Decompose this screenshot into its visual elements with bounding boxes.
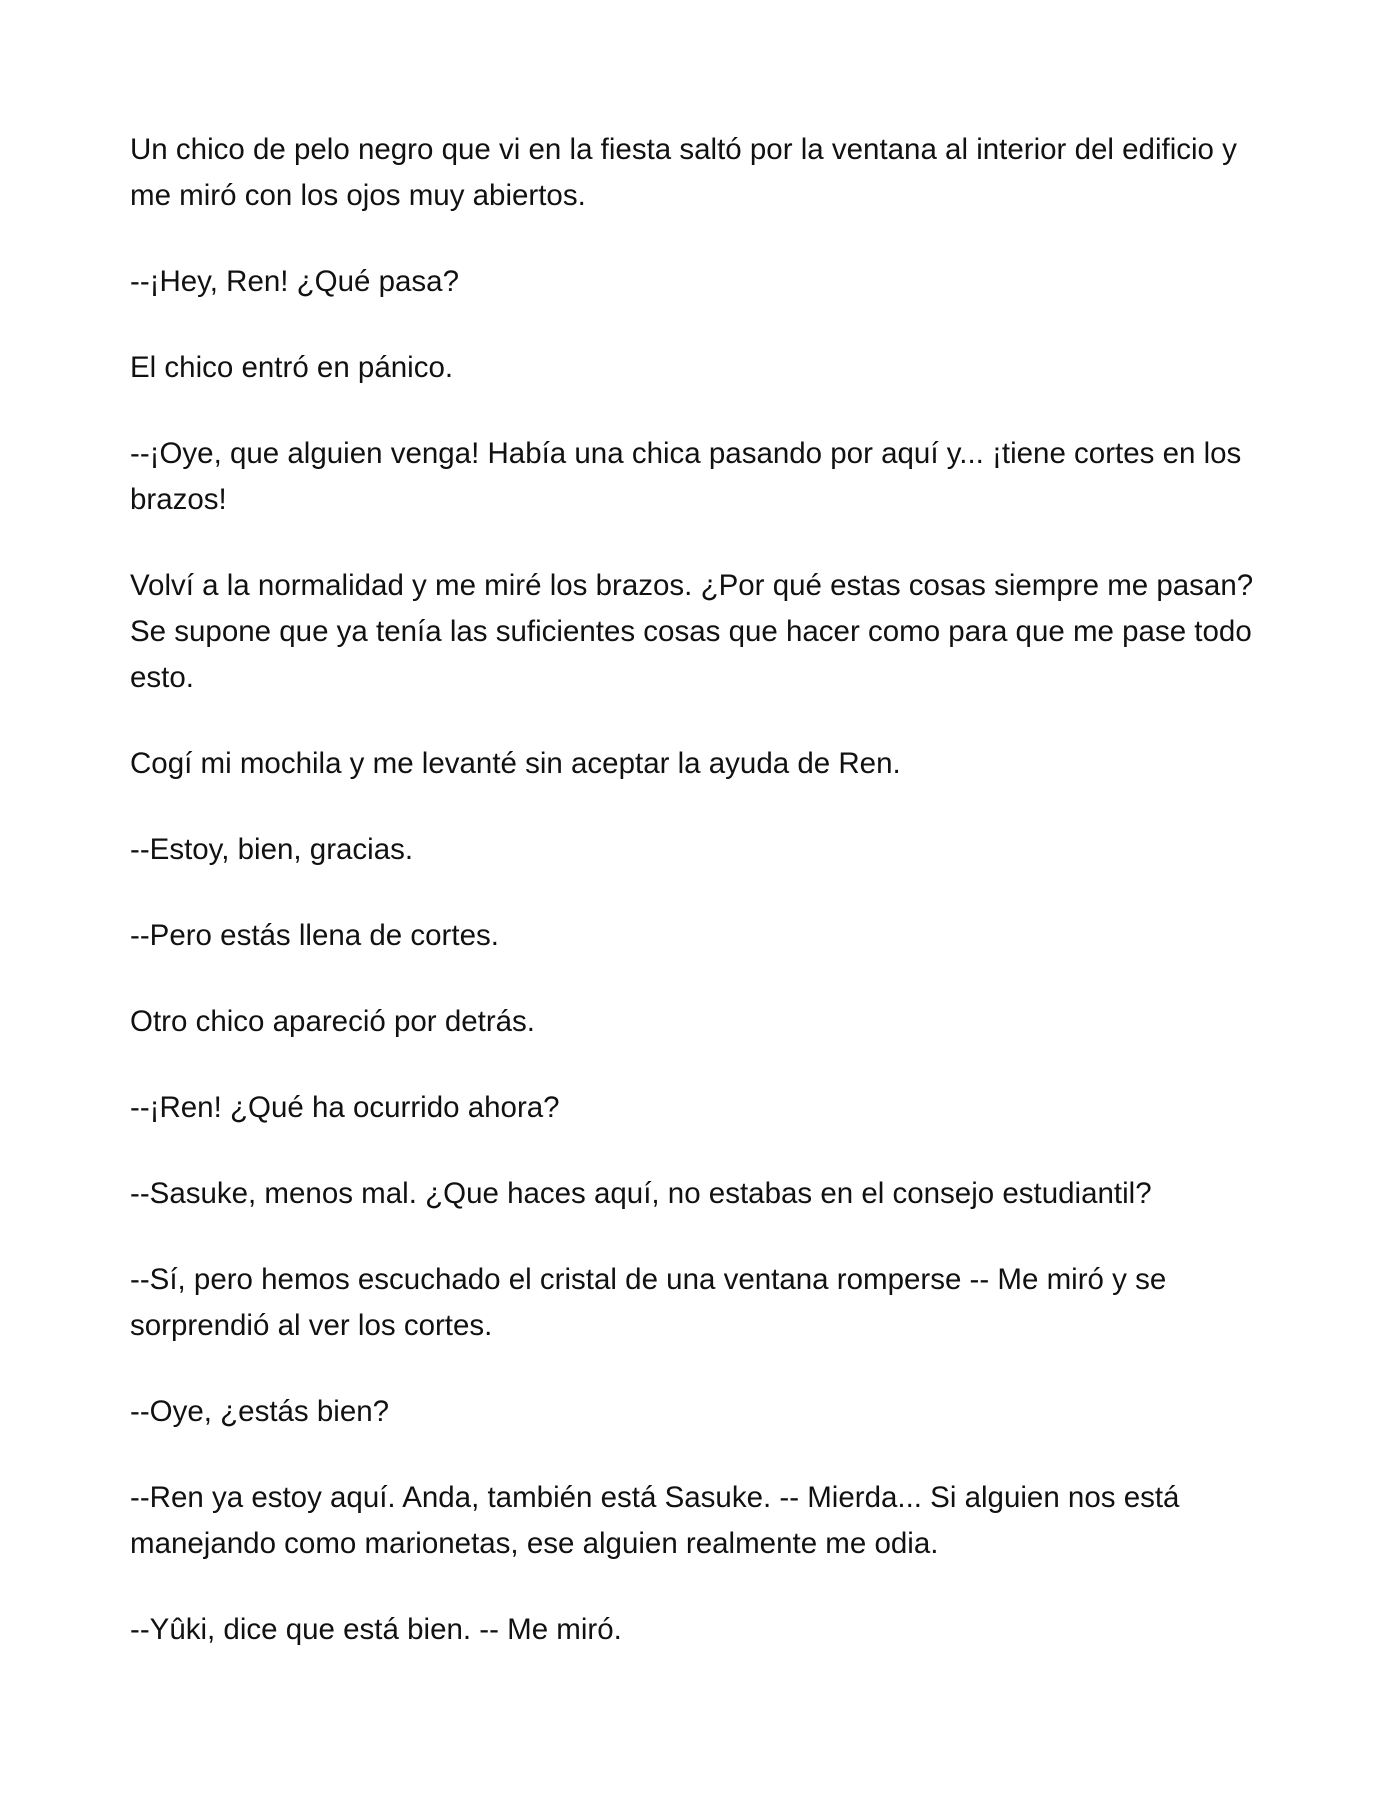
paragraph-10: --¡Ren! ¿Qué ha ocurrido ahora? bbox=[130, 1091, 560, 1124]
paragraph-1: Un chico de pelo negro que vi en la fiesta saltó por la ventana al interior del edificio y me miró con los ojos muy abiertos. bbox=[130, 133, 1237, 212]
paragraph-2: --¡Hey, Ren! ¿Qué pasa? bbox=[130, 265, 459, 298]
paragraph-15: --Yûki, dice que está bien. -- Me miró. bbox=[130, 1613, 622, 1646]
paragraph-12: --Sí, pero hemos escuchado el cristal de una ventana romperse -- Me miró y se sorprendió al ver los cortes. bbox=[130, 1263, 1167, 1342]
paragraph-8: --Pero estás llena de cortes. bbox=[130, 919, 499, 952]
paragraph-3: El chico entró en pánico. bbox=[130, 351, 454, 384]
paragraph-6: Cogí mi mochila y me levanté sin aceptar la ayuda de Ren. bbox=[130, 747, 901, 780]
paragraph-4: --¡Oye, que alguien venga! Había una chica pasando por aquí y... ¡tiene cortes en los brazos! bbox=[130, 437, 1242, 516]
paragraph-11: --Sasuke, menos mal. ¿Que haces aquí, no estabas en el consejo estudiantil? bbox=[130, 1177, 1152, 1210]
document-body bbox=[130, 127, 1270, 1693]
paragraph-5: Volví a la normalidad y me miré los brazos. ¿Por qué estas cosas siempre me pasan? Se supone que ya tenía las suficientes cosas que hacer como para que me pase todo esto. bbox=[130, 569, 1254, 694]
paragraph-7: --Estoy, bien, gracias. bbox=[130, 833, 414, 866]
paragraph-14: --Ren ya estoy aquí. Anda, también está Sasuke. -- Mierda... Si alguien nos está manejando como marionetas, ese alguien realmente me odia. bbox=[130, 1481, 1180, 1560]
paragraph-13: --Oye, ¿estás bien? bbox=[130, 1395, 390, 1428]
paragraph-9: Otro chico apareció por detrás. bbox=[130, 1005, 536, 1038]
